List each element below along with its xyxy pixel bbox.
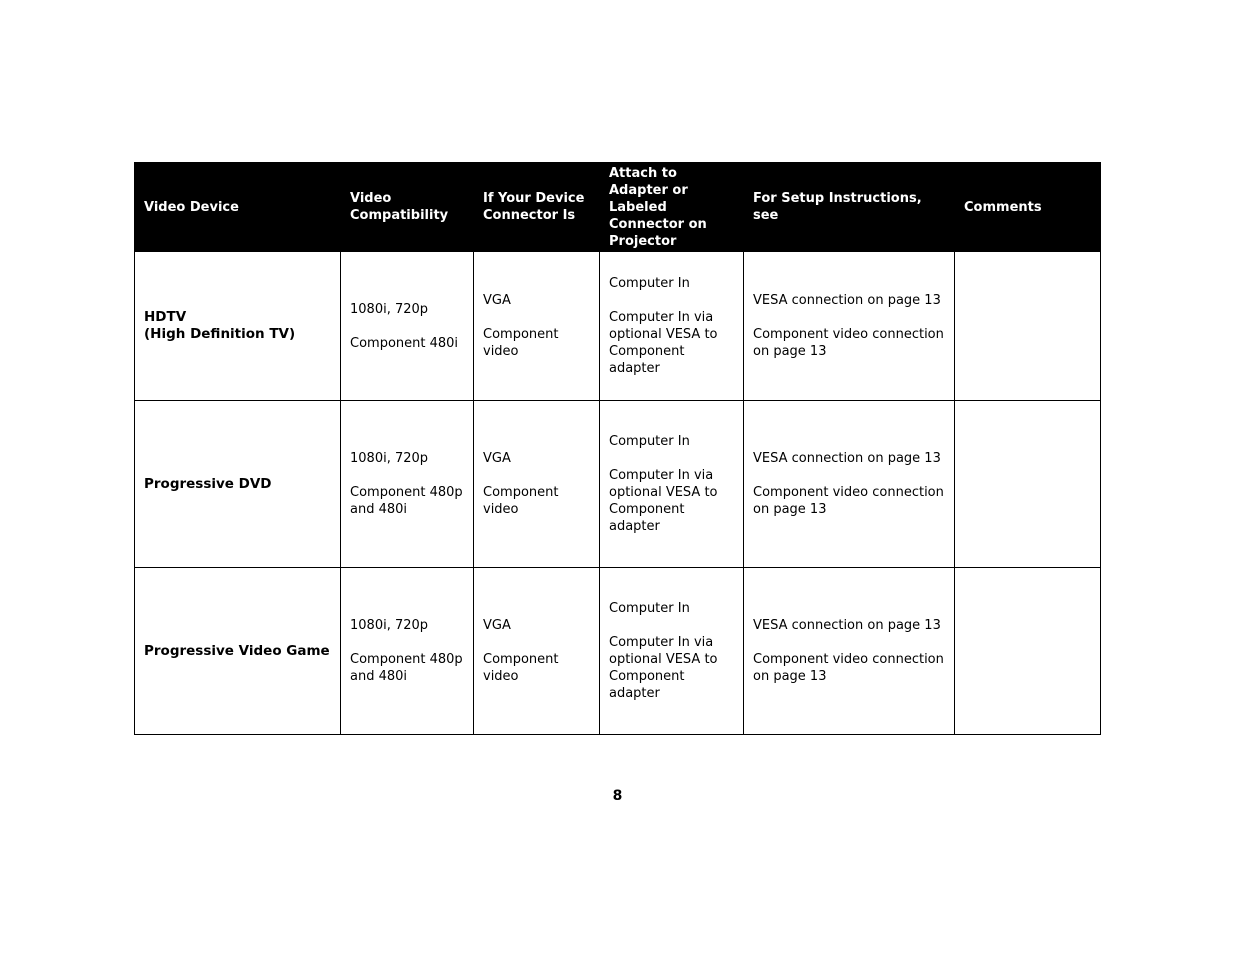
setup-line: VESA connection on page 13 [753, 618, 941, 633]
comments-cell [955, 401, 1101, 568]
page-number: 8 [612, 788, 623, 804]
setup-line: VESA connection on page 13 [753, 293, 941, 308]
attach-line: Computer In [609, 434, 690, 449]
attach-line: Computer In via optional VESA to Component adapter [609, 468, 718, 534]
connector-line: Component video [483, 485, 559, 517]
device-cell [135, 252, 341, 401]
device-name: Progressive DVD [144, 475, 272, 492]
device-subtitle: (High Definition TV) [144, 326, 296, 342]
connector-line: VGA [483, 451, 511, 466]
attach-line: Computer In [609, 601, 690, 616]
compatibility-cell [341, 252, 474, 401]
attach-line: Computer In via optional VESA to Component adapter [609, 635, 718, 701]
connector-line: Component video [483, 327, 559, 359]
setup-line: Component video connection on page 13 [753, 485, 944, 517]
connector-cell [474, 568, 600, 735]
table-row [135, 568, 1101, 735]
device-cell [135, 401, 341, 568]
connector-line: VGA [483, 293, 511, 308]
comments-cell [955, 568, 1101, 735]
device-name: HDTV [144, 309, 187, 325]
compatibility-cell [341, 401, 474, 568]
setup-line: Component video connection on page 13 [753, 327, 944, 359]
table-row [135, 401, 1101, 568]
compatibility-line: Component 480p and 480i [350, 652, 463, 684]
compatibility-cell [341, 568, 474, 735]
attach-line: Computer In via optional VESA to Component adapter [609, 310, 718, 376]
header-device-connector: If Your Device Connector Is [474, 163, 600, 252]
comments-cell [955, 252, 1101, 401]
compatibility-line: 1080i, 720p [350, 451, 429, 466]
connector-line: VGA [483, 618, 511, 633]
table-row [135, 252, 1101, 401]
connector-cell [474, 252, 600, 401]
header-comments: Comments [955, 163, 1101, 252]
setup-cell [744, 401, 955, 568]
compatibility-line: 1080i, 720p [350, 618, 429, 633]
device-cell [135, 568, 341, 735]
header-video-compatibility: Video Compatibility [341, 163, 474, 252]
compatibility-line: Component 480i [350, 335, 459, 351]
setup-cell [744, 252, 955, 401]
setup-line: VESA connection on page 13 [753, 451, 941, 466]
device-name: Progressive Video Game [144, 642, 330, 659]
attach-line: Computer In [609, 276, 690, 291]
video-device-table [134, 162, 1101, 735]
attach-cell [600, 568, 744, 735]
header-attach-connector: Attach to Adapter or Labeled Connector on Projector [600, 163, 744, 252]
attach-cell [600, 401, 744, 568]
table-header-row [135, 163, 1101, 252]
attach-cell [600, 252, 744, 401]
connector-line: Component video [483, 652, 559, 684]
header-setup-instructions: For Setup Instructions, see [744, 163, 955, 252]
setup-line: Component video connection on page 13 [753, 652, 944, 684]
setup-cell [744, 568, 955, 735]
compatibility-line: Component 480p and 480i [350, 485, 463, 517]
header-video-device: Video Device [135, 163, 341, 252]
connector-cell [474, 401, 600, 568]
compatibility-line: 1080i, 720p [350, 301, 429, 317]
